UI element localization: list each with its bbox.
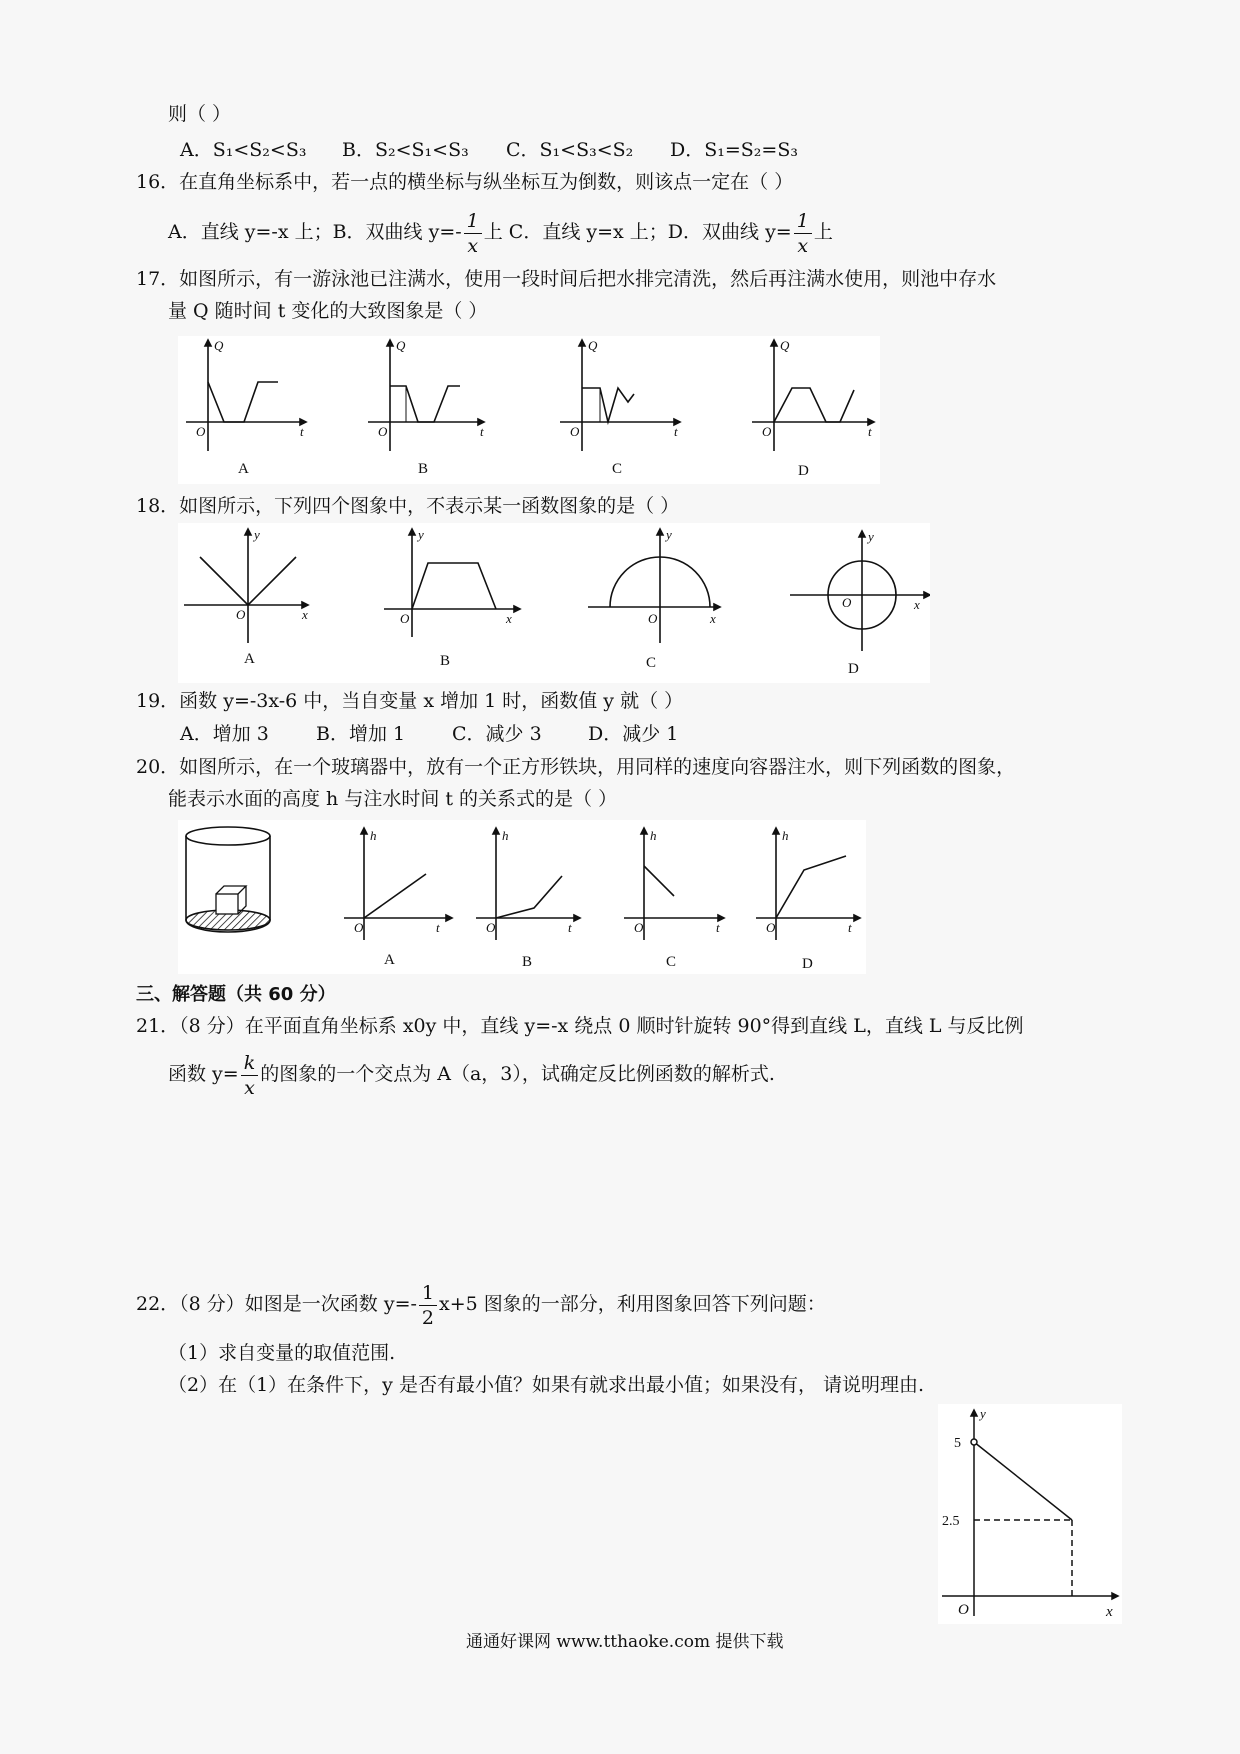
choice-label-b: B [440,653,451,669]
choice-label-c: C [646,655,657,671]
q18-figure [178,523,930,683]
axis-label-x: x [710,611,716,626]
q15-option-c: C．S₁<S₃<S₂ [506,139,634,161]
choice-label-c: C [666,954,677,970]
axis-label-q: Q [588,338,598,353]
q15-option-b: B．S₂<S₁<S₃ [342,139,469,161]
origin-label: O [648,611,658,626]
choice-label-a: A [238,461,249,477]
q19-option-b: B．增加 1 [316,723,406,745]
q22-pre: 22．（8 分）如图是一次函数 y=- [136,1293,417,1315]
axis-label-y: y [254,527,260,542]
fraction-numerator: 1 [419,1281,437,1306]
q21-post: 的图象的一个交点为 A（a，3），试确定反比例函数的解析式. [260,1063,775,1085]
axis-label-t: t [568,920,572,935]
axis-label-t: t [436,920,440,935]
axis-label-y: y [666,527,672,542]
q18-stem: 18．如图所示，下列四个图象中，不表示某一函数图象的是（ ） [136,495,680,517]
q19-stem: 19．函数 y=-3x-6 中，当自变量 x 增加 1 时，函数值 y 就（ ） [136,690,684,712]
choice-label-d: D [848,661,859,677]
q18-graph-a [184,527,308,667]
q16-option-cd: 上 C．直线 y=x 上；D．双曲线 y= [483,221,792,243]
fraction-numerator: 1 [794,209,812,234]
fraction-denominator: x [244,1076,255,1099]
q22-sub-2: （2）在（1）在条件下，y 是否有最小值？如果有就求出最小值；如果没有， 请说明理由. [168,1374,925,1396]
tick-label-5: 5 [954,1436,961,1451]
q22-graph [938,1404,1122,1624]
q18-graph-d [790,529,930,677]
axis-label-h: h [370,828,377,843]
q20-line-2: 能表示水面的高度 h 与注水时间 t 的关系式的是（ ） [168,788,618,810]
q22-stem [136,1276,826,1332]
fraction-denominator: x [797,234,809,257]
origin-label: O [762,424,772,439]
q19-option-c: C．减少 3 [452,723,542,745]
q16-option-end: 上 [813,221,833,243]
q15-tail: 则（ ） [168,103,232,125]
q17-graph-b [368,338,484,477]
axis-label-t: t [868,424,872,439]
axis-label-h: h [650,828,657,843]
open-endpoint [971,1439,977,1445]
q17-graph-a [186,338,306,477]
choice-label-a: A [244,651,255,667]
origin-label: O [842,595,852,610]
axis-label-t: t [674,424,678,439]
origin-label: O [400,611,410,626]
axis-label-y: y [418,527,424,542]
q20-graph-b [476,828,580,970]
fraction-numerator: k [241,1051,259,1076]
origin-label: O [354,920,364,935]
q22-sub-1: （1）求自变量的取值范围. [168,1342,396,1364]
origin-label: O [766,920,776,935]
q21-line-1: 21．（8 分）在平面直角坐标系 x0y 中，直线 y=-x 绕点 0 顺时针旋转 90°得到直线 L，直线 L 与反比例 [136,1015,1024,1037]
origin-label: O [196,424,206,439]
q20-graph-d [756,828,860,972]
choice-label-d: D [798,463,809,479]
q16-fraction-2 [794,209,812,258]
axis-label-t: t [480,424,484,439]
q17-line-2: 量 Q 随时间 t 变化的大致图象是（ ） [168,300,488,322]
fraction-denominator: x [467,234,479,257]
q17-graph-d [752,338,874,479]
q18-graph-c [588,527,720,671]
axis-label-t: t [716,920,720,935]
footer: 通通好课网 www.tthaoke.com 提供下载 [466,1632,784,1652]
axis-label-q: Q [396,338,406,353]
section-heading: 三、解答题（共 60 分） [136,984,336,1005]
q21-fraction [241,1051,259,1100]
q15-option-d: D．S₁=S₂=S₃ [670,139,798,161]
choice-label-c: C [612,461,623,477]
q22-fraction [419,1281,437,1330]
q18-graph-b [384,527,520,669]
iron-cube [216,886,246,914]
q20-line-1: 20．如图所示，在一个玻璃器中，放有一个正方形铁块，用同样的速度向容器注水，则下列函数的图象， [136,756,1016,778]
axis-label-x: x [914,597,920,612]
q19-option-d: D．减少 1 [588,723,679,745]
axis-label-x: x [506,611,512,626]
q16-options [168,204,833,260]
choice-label-b: B [522,954,533,970]
q17-graph-c [560,338,680,477]
origin-label: O [486,920,496,935]
q16-stem: 16．在直角坐标系中，若一点的横坐标与纵坐标互为倒数，则该点一定在（ ） [136,171,794,193]
origin-label: O [378,424,388,439]
q16-option-ab: A．直线 y=-x 上；B．双曲线 y=- [168,221,462,243]
origin-label: O [570,424,580,439]
axis-label-y: y [868,529,874,544]
q20-graph-a [344,828,452,968]
q15-option-a: A．S₁<S₂<S₃ [180,139,307,161]
q17-figure [178,336,880,484]
choice-label-b: B [418,461,429,477]
q22-post: x+5 图象的一部分，利用图象回答下列问题： [439,1293,826,1315]
q16-fraction-1 [464,209,482,258]
origin-label: O [958,1602,969,1618]
fraction-numerator: 1 [464,209,482,234]
axis-label-y: y [980,1406,986,1421]
fraction-denominator: 2 [421,1306,435,1329]
tick-label-2-5: 2.5 [942,1514,960,1529]
axis-label-q: Q [214,338,224,353]
axis-label-x: x [302,607,308,622]
origin-label: O [236,607,246,622]
axis-label-h: h [502,828,509,843]
axis-label-t: t [300,424,304,439]
line-segment [974,1442,1072,1520]
axis-label-t: t [848,920,852,935]
axis-label-q: Q [780,338,790,353]
axis-label-h: h [782,828,789,843]
choice-label-a: A [384,952,395,968]
q21-line-2 [168,1046,775,1102]
q21-pre: 函数 y= [168,1063,239,1085]
axis-label-x: x [1106,1604,1113,1620]
q17-line-1: 17．如图所示，有一游泳池已注满水，使用一段时间后把水排完清洗，然后再注满水使用，则池中存水 [136,268,997,290]
origin-label: O [634,920,644,935]
glass-container-diagram [186,827,270,932]
q20-figure [178,820,866,974]
q19-option-a: A．增加 3 [180,723,269,745]
q20-graph-c [624,828,724,970]
choice-label-d: D [802,956,813,972]
